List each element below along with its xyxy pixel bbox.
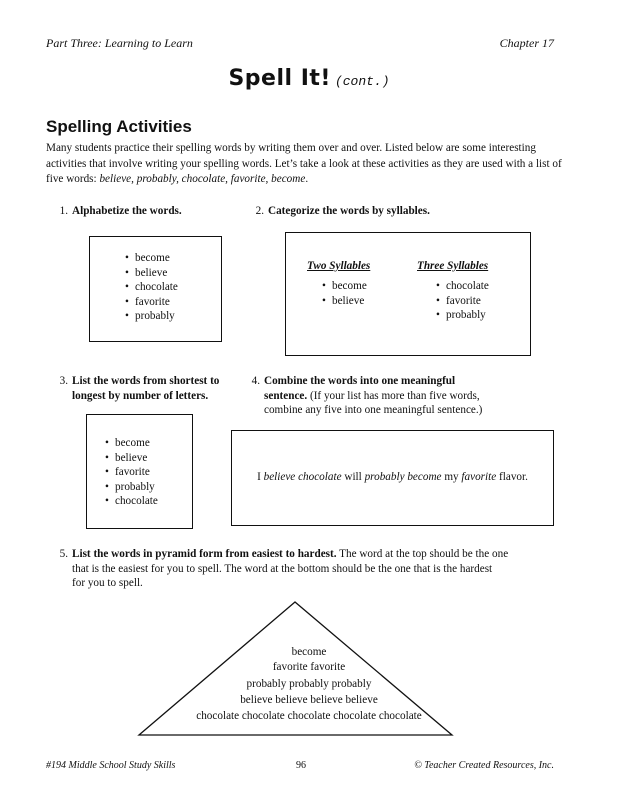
header-part: Part Three: Learning to Learn bbox=[46, 36, 193, 50]
list-item: • favorite bbox=[125, 295, 178, 310]
list-item: • probably bbox=[125, 309, 178, 324]
page-number: 96 bbox=[296, 760, 306, 771]
section-heading: Spelling Activities bbox=[46, 117, 192, 136]
sentence-text: my bbox=[441, 471, 462, 483]
list-item: • favorite bbox=[105, 465, 158, 480]
pyramid-row-1: become bbox=[291, 646, 327, 658]
activity-5-text-line2: that is the easiest for you to spell. The word at the bottom should be the one that is the hardest bbox=[72, 562, 493, 575]
activity-4-title-line1: Combine the words into one meaningful bbox=[264, 375, 456, 387]
activity-4-note-line2: combine any five into one meaningful sentence.) bbox=[264, 404, 483, 416]
activity-5-text-line1: The word at the top should be the one bbox=[336, 548, 509, 560]
activity-2-number: 2. bbox=[255, 205, 264, 217]
list-item: • chocolate bbox=[125, 280, 178, 295]
list-item: • believe bbox=[105, 451, 158, 466]
list-item: • become bbox=[125, 251, 178, 266]
activity-5-title: List the words in pyramid form from easiest to hardest. bbox=[72, 548, 337, 560]
list-item: • believe bbox=[322, 294, 367, 309]
footer-book-title: #194 Middle School Study Skills bbox=[46, 760, 176, 771]
activity-1-number: 1. bbox=[59, 205, 68, 217]
list-item: • believe bbox=[125, 266, 178, 281]
sentence-text: flavor. bbox=[496, 471, 528, 483]
two-syllables-heading: Two Syllables bbox=[307, 260, 371, 272]
intro-end: . bbox=[305, 173, 309, 185]
activity-5-number: 5. bbox=[59, 548, 68, 560]
title-sub: (cont.) bbox=[334, 74, 390, 89]
activity-3-title-line2: longest by number of letters. bbox=[72, 389, 209, 402]
list-item: • probably bbox=[436, 308, 489, 323]
sentence-word: believe chocolate bbox=[263, 471, 342, 483]
activity-4-title-line2: sentence. bbox=[264, 389, 308, 402]
activity-1-title: Alphabetize the words. bbox=[72, 205, 182, 217]
list-item: • chocolate bbox=[436, 279, 489, 294]
sentence-text: will bbox=[341, 471, 365, 483]
intro-text: Many students practice their spelling words by writing them over and over. Listed below are some interesting activities that involve writing your spelling words. Let’s take a look at these activities as they are used with a list of five words: bbox=[46, 142, 562, 185]
activity-5-text-line3: for you to spell. bbox=[72, 577, 143, 589]
list-item: • probably bbox=[105, 480, 158, 495]
intro-word-list: believe, probably, chocolate, favorite, become bbox=[99, 173, 306, 185]
header-chapter: Chapter 17 bbox=[499, 36, 554, 50]
activity-4-number: 4. bbox=[251, 375, 260, 387]
sentence-text: I bbox=[257, 471, 264, 483]
pyramid-row-2: favorite favorite bbox=[272, 661, 346, 673]
list-item: • become bbox=[105, 436, 158, 451]
pyramid-row-4: believe believe believe believe bbox=[240, 694, 378, 706]
pyramid-row-5: chocolate chocolate chocolate chocolate chocolate bbox=[196, 710, 422, 722]
activity-2-title: Categorize the words by syllables. bbox=[268, 205, 430, 217]
list-item: • become bbox=[322, 279, 367, 294]
sentence-word: probably become bbox=[364, 471, 442, 483]
list-item: • chocolate bbox=[105, 494, 158, 509]
three-syllables-heading: Three Syllables bbox=[417, 260, 489, 272]
activity-4-note-line1: (If your list has more than five words, bbox=[307, 389, 480, 402]
pyramid-row-3: probably probably probably bbox=[246, 678, 372, 690]
activity-3-title-line1: List the words from shortest to bbox=[72, 375, 220, 387]
footer-copyright: © Teacher Created Resources, Inc. bbox=[414, 760, 554, 771]
activity-3-number: 3. bbox=[59, 375, 68, 387]
title-main: Spell It! bbox=[228, 66, 331, 91]
sentence-word: favorite bbox=[461, 471, 497, 483]
list-item: • favorite bbox=[436, 294, 489, 309]
